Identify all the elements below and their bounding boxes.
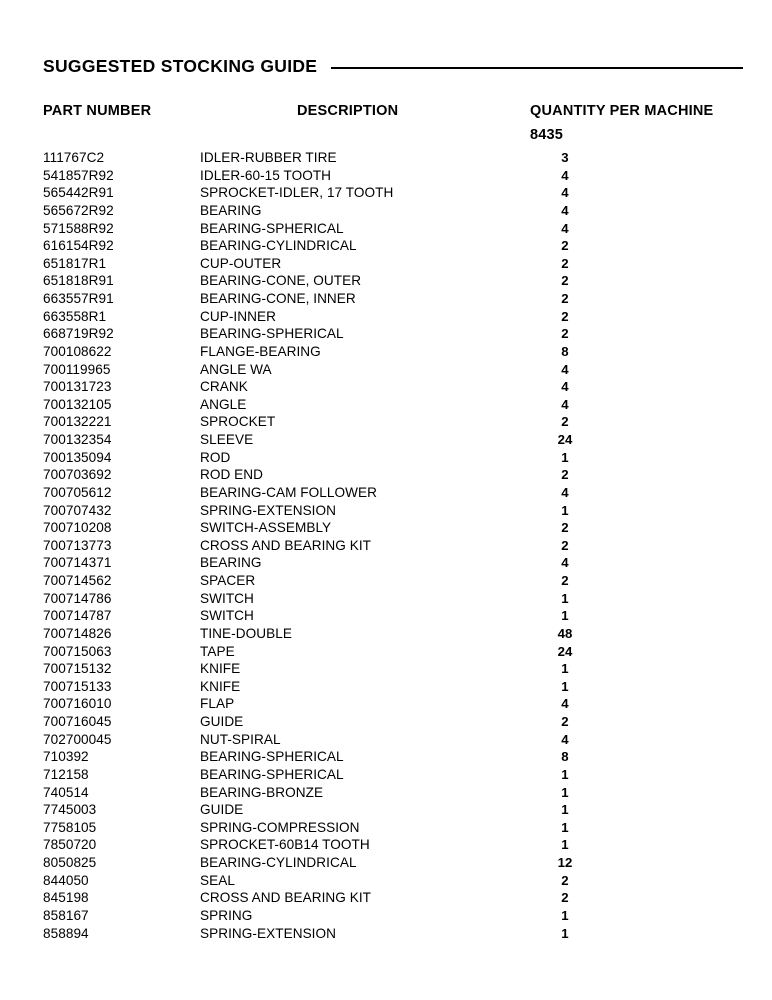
cell-part-number: 700135094 (43, 449, 112, 465)
table-row (0, 874, 772, 892)
table-row (0, 239, 772, 257)
table-column-headers (0, 104, 772, 148)
cell-part-number: 700715063 (43, 643, 112, 659)
cell-quantity: 1 (561, 449, 569, 465)
table-row (0, 821, 772, 839)
table-row (0, 768, 772, 786)
table-row (0, 733, 772, 751)
table-row (0, 645, 772, 663)
table-row (0, 486, 772, 504)
table-row (0, 891, 772, 909)
table-row (0, 838, 772, 856)
cell-description: BEARING-CYLINDRICAL (200, 855, 357, 870)
table-row (0, 415, 772, 433)
table-row (0, 521, 772, 539)
cell-quantity: 2 (561, 255, 569, 271)
cell-quantity: 8 (561, 343, 569, 359)
table-row (0, 204, 772, 222)
cell-description: BEARING-CAM FOLLOWER (200, 484, 377, 500)
table-row (0, 310, 772, 328)
cell-quantity: 2 (561, 714, 569, 729)
cell-description: SPRING-EXTENSION (200, 502, 337, 518)
cell-description: IDLER-60-15 TOOTH (200, 167, 332, 183)
cell-part-number: 7850720 (43, 837, 97, 853)
table-row (0, 257, 772, 275)
cell-part-number: 700714787 (43, 608, 112, 624)
column-header-part-number: PART NUMBER (43, 103, 152, 119)
cell-quantity: 1 (561, 766, 569, 782)
cell-description: ROD (200, 449, 231, 465)
table-body (0, 151, 772, 944)
cell-quantity: 48 (557, 625, 573, 641)
cell-part-number: 700715132 (43, 661, 112, 677)
table-row (0, 592, 772, 610)
cell-description: BEARING-SPHERICAL (200, 220, 344, 236)
table-row (0, 398, 772, 416)
cell-quantity: 8 (561, 749, 569, 765)
table-row (0, 662, 772, 680)
cell-quantity: 1 (561, 502, 569, 518)
cell-quantity: 4 (561, 555, 569, 571)
cell-quantity: 4 (561, 202, 569, 218)
cell-part-number: 700132105 (43, 396, 112, 412)
cell-description: CRANK (200, 379, 248, 395)
cell-quantity: 2 (561, 291, 569, 306)
column-header-description: DESCRIPTION (297, 103, 399, 119)
cell-part-number: 700716045 (43, 714, 112, 729)
cell-quantity: 4 (561, 731, 569, 747)
cell-quantity: 4 (561, 379, 569, 395)
cell-quantity: 4 (561, 185, 569, 201)
cell-description: BEARING-SPHERICAL (200, 766, 344, 782)
cell-part-number: 858894 (43, 925, 89, 941)
cell-quantity: 2 (561, 520, 569, 536)
cell-quantity: 4 (561, 220, 569, 236)
table-row (0, 292, 772, 310)
cell-part-number: 7745003 (43, 802, 97, 818)
table-row (0, 927, 772, 945)
table-row (0, 750, 772, 768)
cell-part-number: 7758105 (43, 819, 97, 835)
cell-part-number: 700707432 (43, 502, 112, 518)
cell-part-number: 740514 (43, 784, 89, 800)
cell-description: KNIFE (200, 678, 241, 694)
cell-quantity: 1 (561, 837, 569, 853)
cell-description: TAPE (200, 643, 235, 659)
table-row (0, 539, 772, 557)
cell-part-number: 700705612 (43, 484, 112, 500)
cell-description: SWITCH (200, 590, 254, 606)
cell-description: BEARING-CONE, OUTER (200, 273, 362, 289)
table-row (0, 556, 772, 574)
cell-part-number: 663558R1 (43, 308, 107, 324)
cell-part-number: 712158 (43, 766, 89, 782)
cell-part-number: 700132221 (43, 414, 112, 430)
table-row (0, 504, 772, 522)
cell-description: FLANGE-BEARING (200, 343, 321, 359)
cell-description: ROD END (200, 467, 264, 483)
cell-part-number: 700715133 (43, 678, 112, 694)
cell-description: SPACER (200, 573, 256, 588)
cell-part-number: 845198 (43, 890, 89, 906)
cell-part-number: 668719R92 (43, 326, 114, 342)
cell-part-number: 651817R1 (43, 255, 107, 271)
cell-description: FLAP (200, 696, 235, 712)
table-row (0, 451, 772, 469)
cell-quantity: 1 (561, 608, 569, 624)
cell-description: SWITCH (200, 608, 254, 624)
table-row (0, 909, 772, 927)
cell-description: SWITCH-ASSEMBLY (200, 520, 332, 536)
cell-quantity: 24 (557, 643, 573, 659)
cell-part-number: 700716010 (43, 696, 112, 712)
cell-description: SPRING (200, 907, 253, 923)
cell-part-number: 844050 (43, 872, 89, 888)
cell-description: BEARING (200, 202, 262, 218)
cell-part-number: 700710208 (43, 520, 112, 536)
table-row (0, 574, 772, 592)
cell-part-number: 651818R91 (43, 273, 114, 289)
cell-part-number: 700119965 (43, 361, 111, 377)
cell-description: BEARING-CONE, INNER (200, 291, 356, 306)
cell-quantity: 3 (561, 150, 569, 165)
cell-quantity: 2 (561, 467, 569, 483)
cell-quantity: 2 (561, 326, 569, 342)
table-row (0, 345, 772, 363)
cell-quantity: 2 (561, 238, 569, 254)
cell-part-number: 541857R92 (43, 167, 114, 183)
cell-part-number: 702700045 (43, 731, 112, 747)
document-header (43, 55, 743, 79)
table-row (0, 363, 772, 381)
cell-description: GUIDE (200, 714, 244, 729)
cell-quantity: 4 (561, 396, 569, 412)
cell-description: BEARING-CYLINDRICAL (200, 238, 357, 254)
cell-quantity: 1 (561, 907, 569, 923)
cell-part-number: 710392 (43, 749, 89, 765)
table-row (0, 151, 772, 169)
table-row (0, 609, 772, 627)
cell-quantity: 12 (557, 855, 573, 870)
cell-description: CUP-OUTER (200, 255, 282, 271)
cell-quantity: 1 (561, 819, 569, 835)
cell-quantity: 2 (561, 872, 569, 888)
cell-part-number: 571588R92 (43, 220, 114, 236)
cell-description: CROSS AND BEARING KIT (200, 537, 372, 553)
cell-quantity: 4 (561, 696, 569, 712)
cell-quantity: 1 (561, 925, 569, 941)
cell-part-number: 700132354 (43, 432, 112, 447)
cell-quantity: 1 (561, 661, 569, 677)
cell-description: SPROCKET (200, 414, 276, 430)
cell-quantity: 1 (561, 678, 569, 694)
cell-description: SEAL (200, 872, 235, 888)
cell-description: SLEEVE (200, 432, 254, 447)
cell-description: SPROCKET-IDLER, 17 TOOTH (200, 185, 394, 201)
table-row (0, 433, 772, 451)
cell-part-number: 616154R92 (43, 238, 114, 254)
cell-part-number: 700108622 (43, 343, 112, 359)
page-title: SUGGESTED STOCKING GUIDE (43, 56, 318, 77)
title-rule-divider (331, 67, 743, 69)
table-row (0, 680, 772, 698)
table-row (0, 803, 772, 821)
cell-description: SPROCKET-60B14 TOOTH (200, 837, 370, 853)
column-header-machine-model: 8435 (530, 127, 564, 143)
cell-part-number: 700714562 (43, 573, 112, 588)
table-row (0, 627, 772, 645)
cell-description: TINE-DOUBLE (200, 625, 292, 641)
column-header-quantity-per-machine: QUANTITY PER MACHINE (530, 103, 714, 119)
cell-part-number: 565442R91 (43, 185, 114, 201)
cell-part-number: 700714826 (43, 625, 112, 641)
cell-part-number: 700714786 (43, 590, 112, 606)
table-row (0, 327, 772, 345)
table-row (0, 186, 772, 204)
cell-part-number: 700703692 (43, 467, 112, 483)
cell-quantity: 4 (561, 167, 569, 183)
cell-part-number: 700131723 (43, 379, 112, 395)
cell-quantity: 4 (561, 484, 569, 500)
cell-description: ANGLE WA (200, 361, 272, 377)
table-row (0, 715, 772, 733)
cell-quantity: 24 (557, 432, 573, 447)
table-row (0, 169, 772, 187)
table-row (0, 222, 772, 240)
table-row (0, 856, 772, 874)
cell-part-number: 8050825 (43, 855, 97, 870)
cell-description: BEARING-SPHERICAL (200, 749, 344, 765)
table-row (0, 380, 772, 398)
cell-quantity: 1 (561, 784, 569, 800)
cell-description: CROSS AND BEARING KIT (200, 890, 372, 906)
cell-description: NUT-SPIRAL (200, 731, 281, 747)
cell-part-number: 111767C2 (43, 150, 105, 165)
cell-part-number: 663557R91 (43, 291, 114, 306)
cell-part-number: 565672R92 (43, 202, 114, 218)
table-row (0, 468, 772, 486)
cell-description: SPRING-COMPRESSION (200, 819, 360, 835)
cell-quantity: 1 (561, 590, 569, 606)
cell-part-number: 700713773 (43, 537, 112, 553)
cell-description: KNIFE (200, 661, 241, 677)
table-row (0, 697, 772, 715)
cell-part-number: 858167 (43, 907, 89, 923)
cell-description: GUIDE (200, 802, 244, 818)
cell-quantity: 2 (561, 537, 569, 553)
cell-quantity: 2 (561, 273, 569, 289)
cell-quantity: 2 (561, 414, 569, 430)
cell-description: BEARING (200, 555, 262, 571)
cell-quantity: 2 (561, 890, 569, 906)
cell-part-number: 700714371 (43, 555, 112, 571)
cell-quantity: 2 (561, 308, 569, 324)
cell-description: ANGLE (200, 396, 247, 412)
cell-description: SPRING-EXTENSION (200, 925, 337, 941)
cell-description: BEARING-SPHERICAL (200, 326, 344, 342)
cell-description: IDLER-RUBBER TIRE (200, 150, 337, 165)
table-row (0, 786, 772, 804)
cell-quantity: 1 (561, 802, 569, 818)
cell-quantity: 2 (561, 573, 569, 588)
cell-description: CUP-INNER (200, 308, 276, 324)
cell-quantity: 4 (561, 361, 569, 377)
cell-description: BEARING-BRONZE (200, 784, 324, 800)
table-row (0, 274, 772, 292)
